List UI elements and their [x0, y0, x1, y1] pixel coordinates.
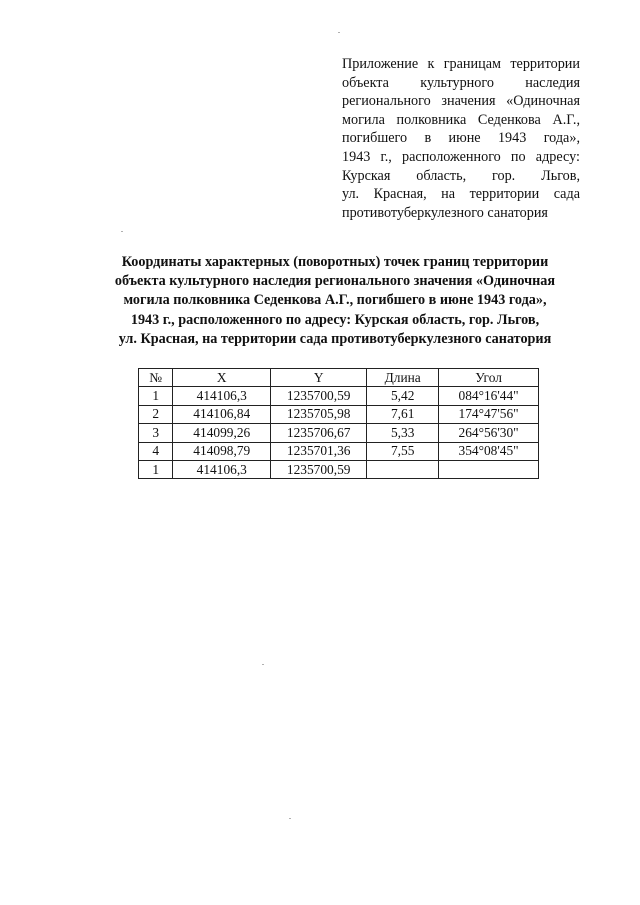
column-header-x: X [173, 369, 271, 387]
y-cell: 1235701,36 [271, 442, 367, 460]
length-cell [367, 460, 439, 478]
point-number-cell: 3 [139, 424, 173, 442]
title-line: объекта культурного наследия регионального значения «Одиночная [114, 273, 556, 290]
annex-line: объекта культурного наследия [342, 74, 580, 91]
scan-speck [262, 664, 264, 665]
column-header-number: № [139, 369, 173, 387]
title-line: ул. Красная, на территории сада противотуберкулезного санатория [118, 330, 552, 347]
annex-line: могила полковника Седенкова А.Г., [342, 111, 580, 128]
x-cell: 414098,79 [173, 442, 271, 460]
column-header-angle: Угол [439, 369, 539, 387]
table-row [139, 387, 539, 405]
x-cell: 414099,26 [173, 424, 271, 442]
annex-line: погибшего в июне 1943 года», [342, 130, 580, 147]
column-header-y: Y [271, 369, 367, 387]
scan-speck [289, 818, 291, 819]
table-row [139, 424, 539, 442]
point-number-cell: 2 [139, 405, 173, 423]
length-cell: 7,61 [367, 405, 439, 423]
document-title [90, 253, 580, 349]
angle-cell: 174°47'56" [439, 405, 539, 423]
annex-line: противотуберкулезного санатория [342, 204, 548, 221]
length-cell: 7,55 [367, 442, 439, 460]
angle-cell [439, 460, 539, 478]
annex-header [342, 55, 580, 222]
y-cell: 1235700,59 [271, 460, 367, 478]
annex-line: регионального значения «Одиночная [342, 93, 580, 110]
title-line: 1943 г., расположенного по адресу: Курская область, гор. Льгов, [130, 311, 540, 328]
title-line: Координаты характерных (поворотных) точек границ территории [121, 254, 549, 270]
x-cell: 414106,84 [173, 405, 271, 423]
table-header-row [139, 369, 539, 387]
column-header-length: Длина [367, 369, 439, 387]
angle-cell: 084°16'44" [439, 387, 539, 405]
x-cell: 414106,3 [173, 460, 271, 478]
table-row [139, 460, 539, 478]
point-number-cell: 1 [139, 387, 173, 405]
point-number-cell: 1 [139, 460, 173, 478]
point-number-cell: 4 [139, 442, 173, 460]
annex-line: 1943 г., расположенного по адресу: [342, 148, 580, 165]
annex-line: Приложение к границам территории [342, 56, 580, 72]
x-cell: 414106,3 [173, 387, 271, 405]
annex-line: ул. Красная, на территории сада [342, 186, 580, 203]
length-cell: 5,33 [367, 424, 439, 442]
scan-speck [121, 231, 123, 232]
scan-speck [338, 32, 340, 33]
y-cell: 1235706,67 [271, 424, 367, 442]
table-row [139, 405, 539, 423]
angle-cell: 264°56'30" [439, 424, 539, 442]
angle-cell: 354°08'45" [439, 442, 539, 460]
length-cell: 5,42 [367, 387, 439, 405]
y-cell: 1235705,98 [271, 405, 367, 423]
coordinates-table [138, 368, 539, 479]
annex-line: Курская область, гор. Льгов, [342, 167, 580, 184]
title-line: могила полковника Седенкова А.Г., погибшего в июне 1943 года», [123, 292, 547, 309]
table-row [139, 442, 539, 460]
y-cell: 1235700,59 [271, 387, 367, 405]
